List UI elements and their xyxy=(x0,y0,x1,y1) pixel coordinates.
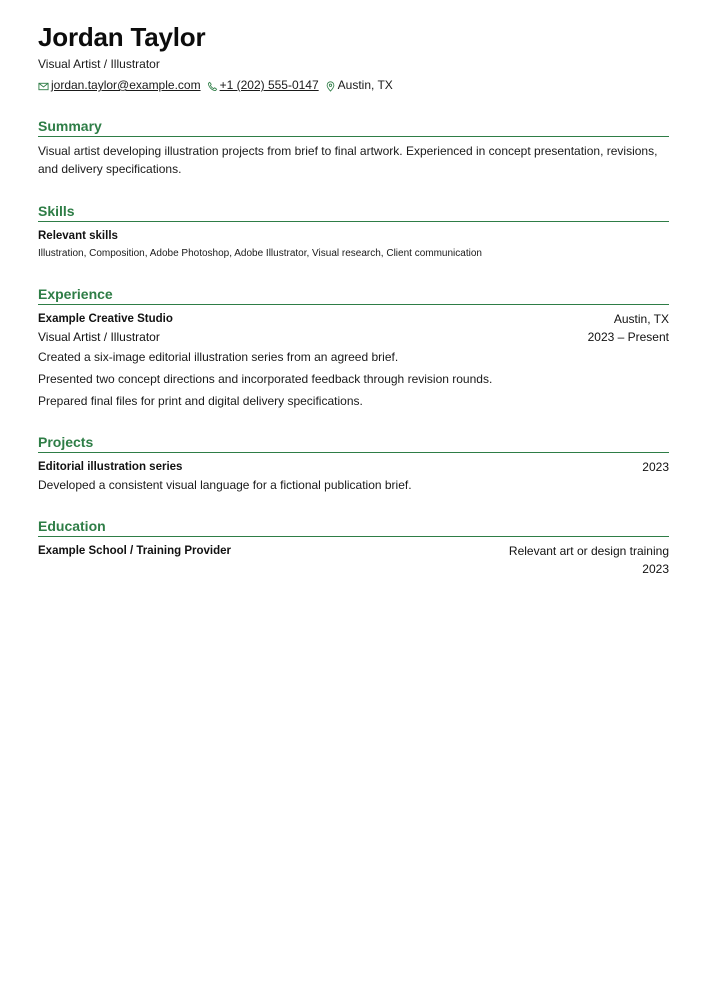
section-title-skills: Skills xyxy=(38,202,669,222)
candidate-name: Jordan Taylor xyxy=(38,22,206,52)
education-section xyxy=(38,517,669,578)
summary-section xyxy=(38,117,669,178)
contact-line xyxy=(38,77,669,93)
education-entry xyxy=(38,542,669,578)
summary-text: Visual artist developing illustration projects from brief to final artwork. Experienced in concept presentation, revisions, and delivery specifications. xyxy=(38,144,658,176)
experience-bullet: Prepared final files for print and digital delivery specifications. xyxy=(38,394,363,408)
project-name: Editorial illustration series xyxy=(38,461,183,473)
education-school: Example School / Training Provider xyxy=(38,545,231,557)
experience-entry xyxy=(38,310,669,409)
project-date: 2023 xyxy=(642,460,669,474)
email-link[interactable]: jordan.taylor@example.com xyxy=(51,78,201,92)
experience-bullet: Presented two concept directions and incorporated feedback through revision rounds. xyxy=(38,372,493,386)
skills-list: Illustration, Composition, Adobe Photoshop, Adobe Illustrator, Visual research, Client communication xyxy=(38,248,482,259)
experience-section xyxy=(38,285,669,409)
projects-section xyxy=(38,433,669,493)
skills-group-label: Relevant skills xyxy=(38,230,118,242)
mail-icon xyxy=(38,81,49,92)
phone-link[interactable]: +1 (202) 555-0147 xyxy=(219,78,319,92)
experience-bullet: Created a six-image editorial illustration series from an agreed brief. xyxy=(38,350,399,364)
section-title-experience: Experience xyxy=(38,285,669,305)
location-pin-icon xyxy=(325,81,336,92)
candidate-role: Visual Artist / Illustrator xyxy=(38,57,160,71)
experience-company: Example Creative Studio xyxy=(38,313,173,325)
contact-email xyxy=(38,77,201,93)
experience-role: Visual Artist / Illustrator xyxy=(38,330,160,344)
contact-location xyxy=(325,77,393,93)
contact-phone xyxy=(207,77,319,93)
project-description: Developed a consistent visual language for a fictional publication brief. xyxy=(38,478,412,492)
skills-section xyxy=(38,202,669,261)
experience-location: Austin, TX xyxy=(613,312,669,326)
phone-icon xyxy=(207,81,218,92)
section-title-summary: Summary xyxy=(38,117,669,137)
education-date: 2023 xyxy=(642,562,669,576)
education-program: Relevant art or design training xyxy=(508,544,669,558)
section-title-projects: Projects xyxy=(38,433,669,453)
resume-header xyxy=(38,22,669,93)
location-text: Austin, TX xyxy=(337,78,393,92)
section-title-education: Education xyxy=(38,517,669,537)
project-entry xyxy=(38,458,669,493)
experience-dates: 2023 – Present xyxy=(587,330,669,344)
